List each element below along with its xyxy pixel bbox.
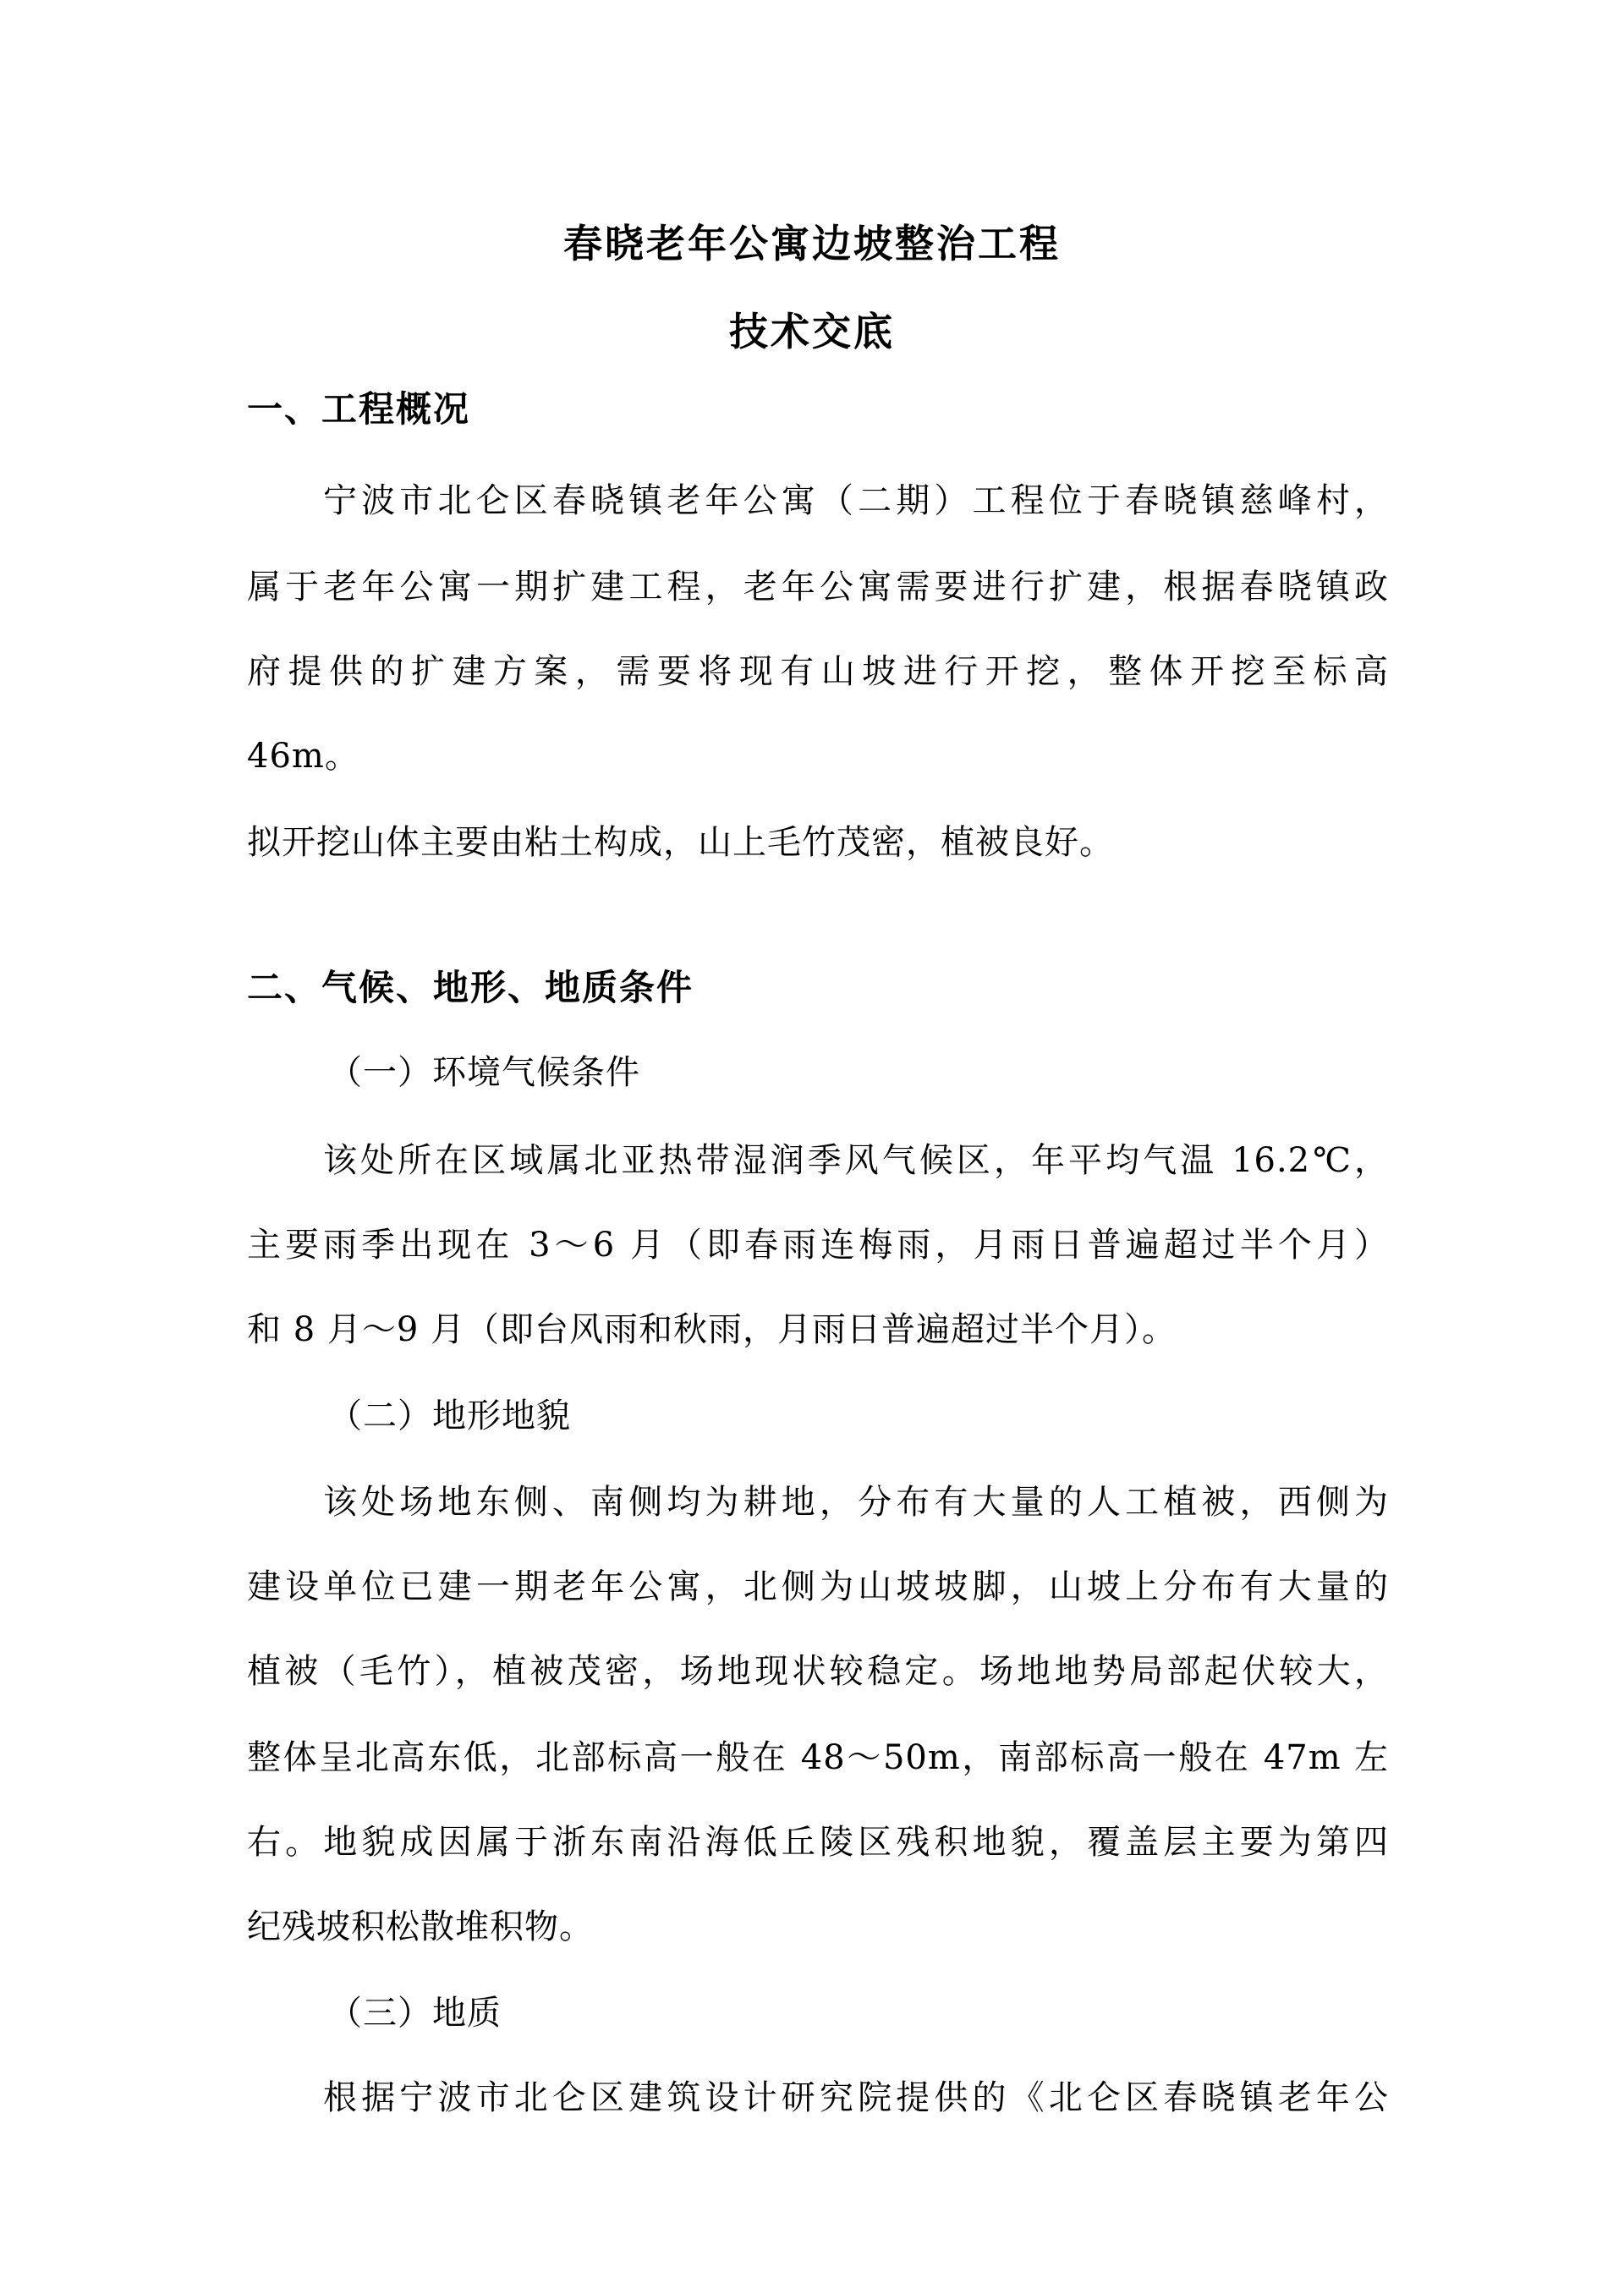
paragraph-line: 建设单位已建一期老年公寓，北侧为山坡坡脚，山坡上分布有大量的 <box>247 1567 1389 1606</box>
paragraph-line: 整体呈北高东低，北部标高一般在 48～50m，南部标高一般在 47m 左 <box>247 1738 1389 1777</box>
paragraph-line: 纪残坡积松散堆积物。 <box>247 1907 594 1946</box>
paragraph-line: 府提供的扩建方案，需要将现有山坡进行开挖，整体开挖至标高 <box>247 652 1389 691</box>
paragraph-line: 拟开挖山体主要由粘土构成，山上毛竹茂密，植被良好。 <box>247 823 1114 862</box>
paragraph-line: 主要雨季出现在 3～6 月（即春雨连梅雨，月雨日普遍超过半个月） <box>247 1226 1389 1265</box>
paragraph-line: 46m。 <box>247 737 359 776</box>
document-title: 春晓老年公寓边坡整治工程 <box>563 221 1061 266</box>
subsection-heading-geology: （三）地质 <box>328 1994 502 2033</box>
subsection-heading-climate: （一）环境气候条件 <box>328 1053 640 1092</box>
paragraph-line: 该处所在区域属北亚热带湿润季风气候区，年平均气温 16.2℃， <box>323 1141 1389 1180</box>
section-heading-overview: 一、工程概况 <box>247 388 471 430</box>
paragraph-line: 根据宁波市北仑区建筑设计研究院提供的《北仑区春晓镇老年公 <box>323 2078 1389 2117</box>
paragraph-line: 宁波市北仑区春晓镇老年公寓（二期）工程位于春晓镇慈峰村， <box>323 481 1389 520</box>
paragraph-line: 该处场地东侧、南侧均为耕地，分布有大量的人工植被，西侧为 <box>323 1483 1389 1522</box>
paragraph-line: 和 8 月～9 月（即台风雨和秋雨，月雨日普遍超过半个月）。 <box>247 1310 1177 1349</box>
document-subtitle: 技术交底 <box>729 309 895 354</box>
subsection-heading-terrain: （二）地形地貌 <box>328 1397 571 1435</box>
section-heading-conditions: 二、气候、地形、地质条件 <box>247 967 694 1008</box>
paragraph-line: 右。地貌成因属于浙东南沿海低丘陵区残积地貌，覆盖层主要为第四 <box>247 1823 1389 1862</box>
paragraph-line: 植被（毛竹），植被茂密，场地现状较稳定。场地地势局部起伏较大， <box>247 1652 1389 1691</box>
paragraph-line: 属于老年公寓一期扩建工程，老年公寓需要进行扩建，根据春晓镇政 <box>247 568 1389 606</box>
